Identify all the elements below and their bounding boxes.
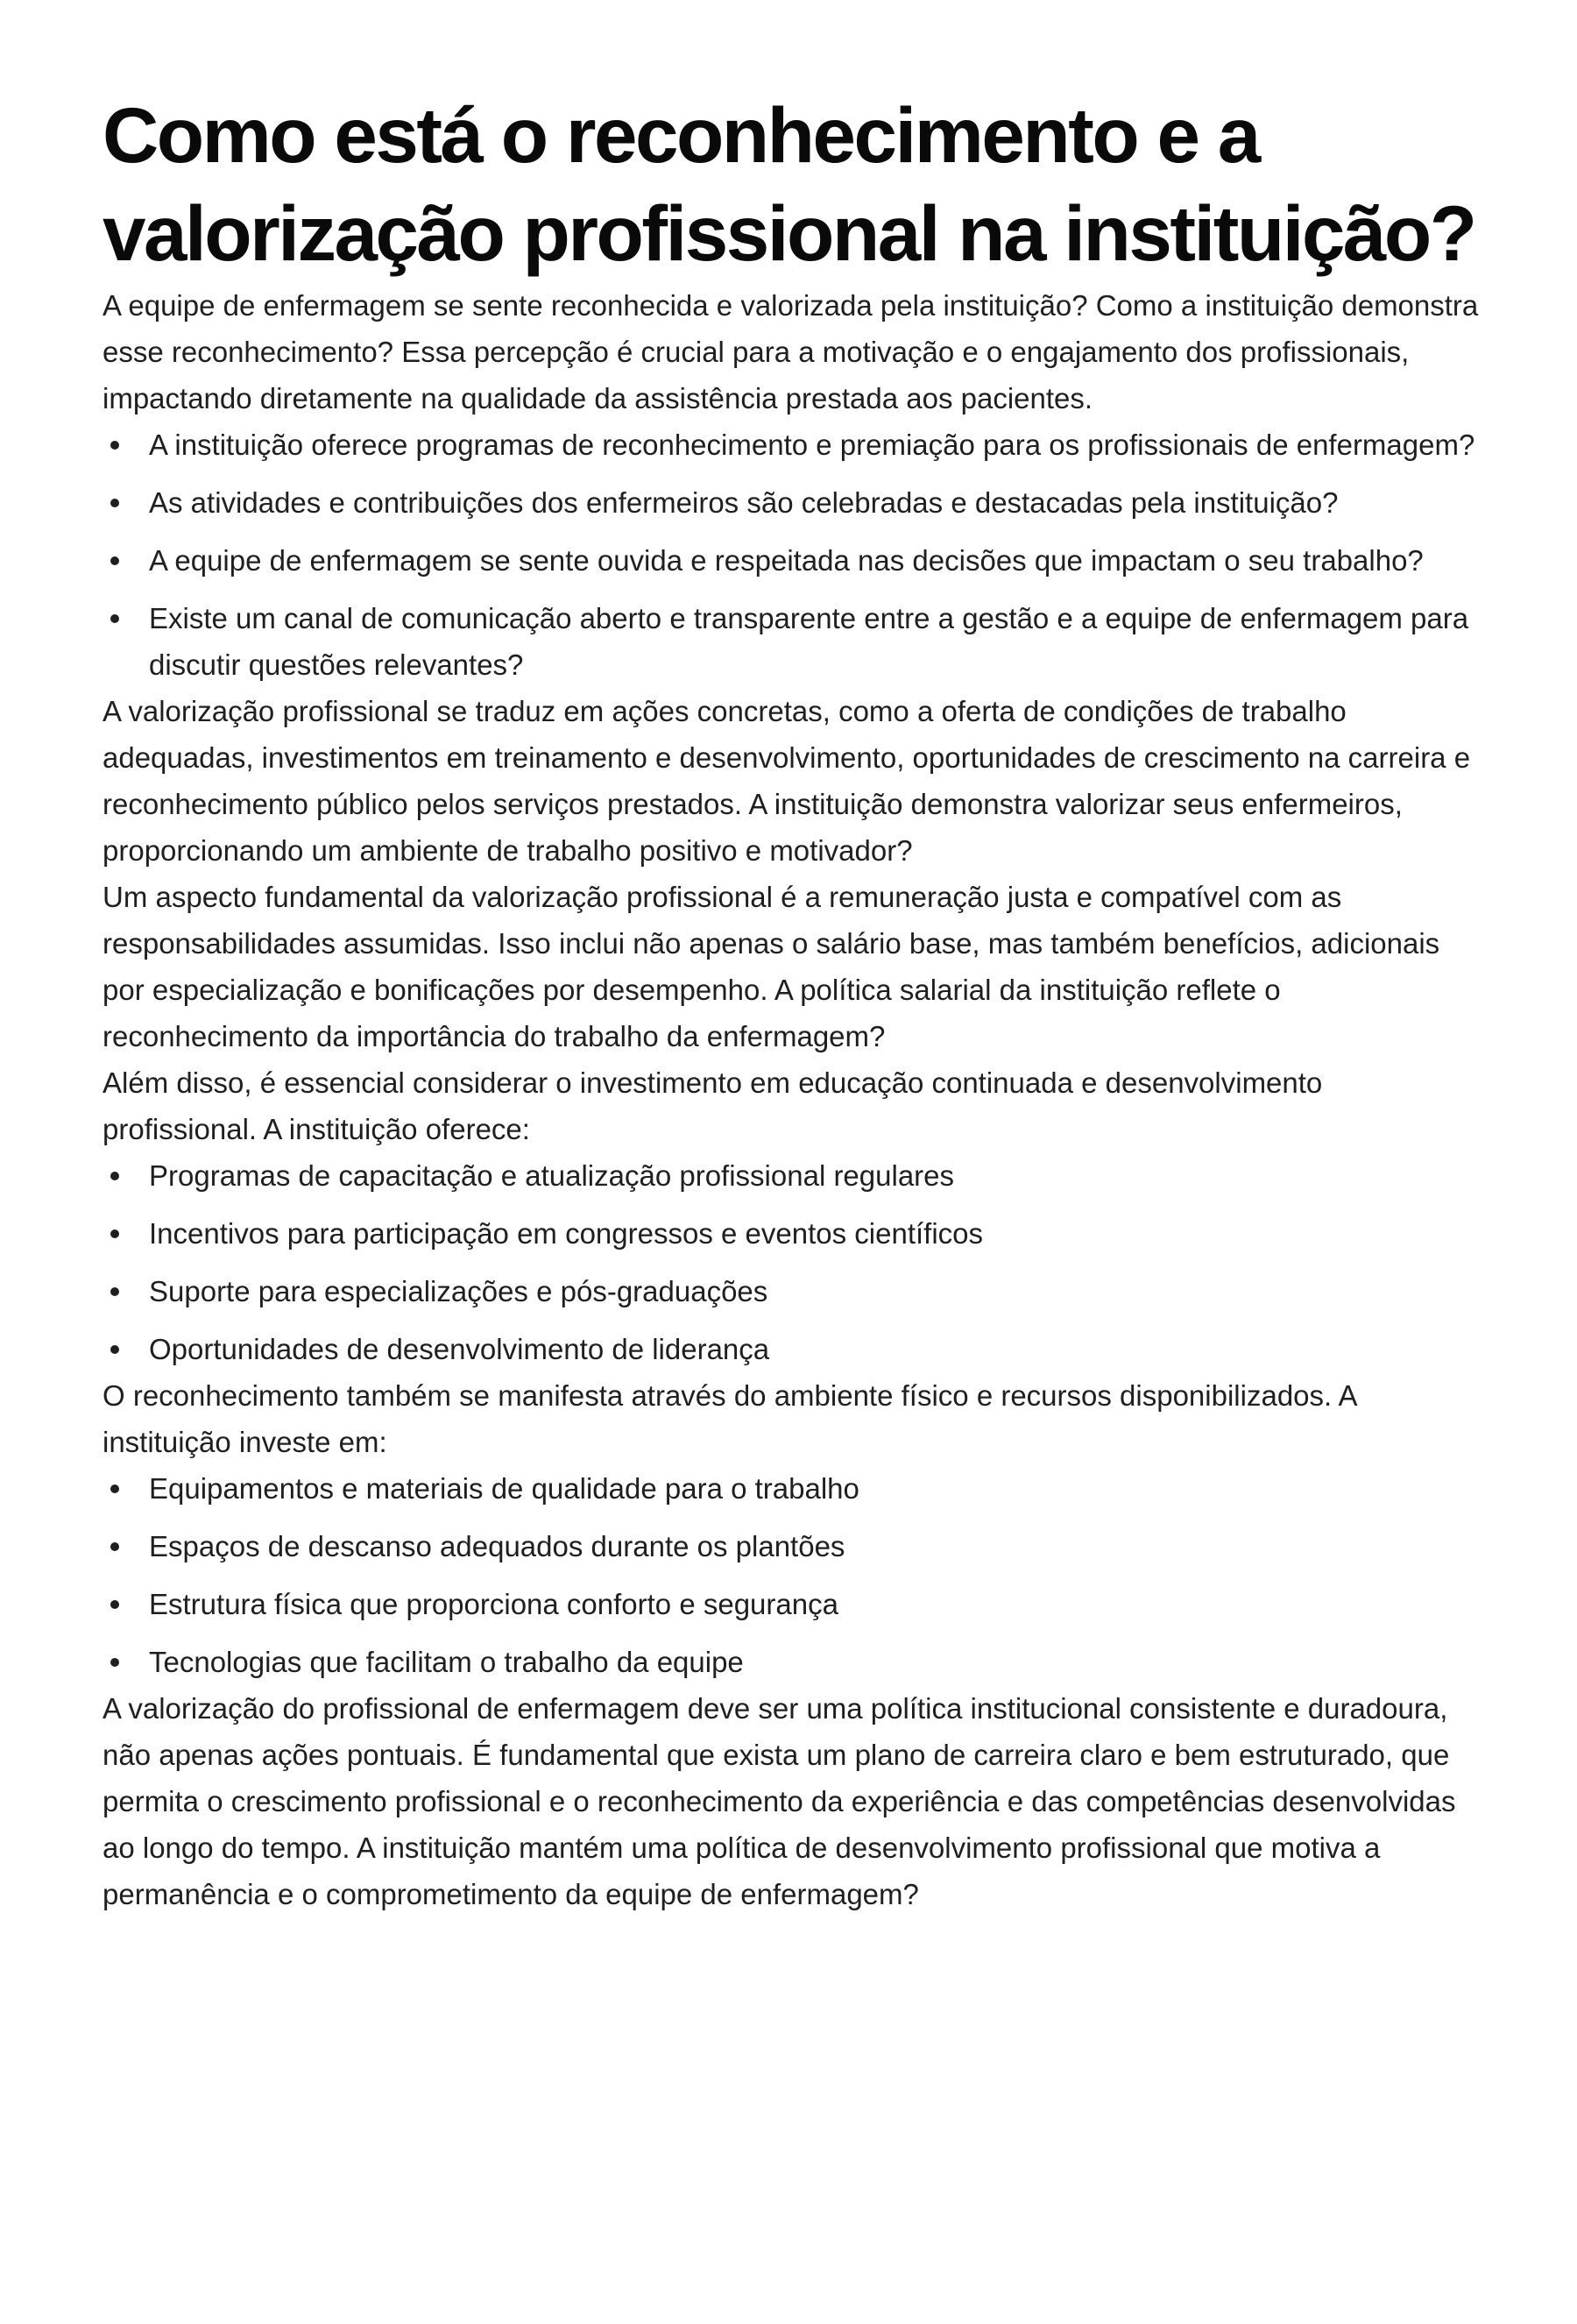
- list-item-text: Programas de capacitação e atualização profissional regulares: [149, 1159, 955, 1192]
- questions-list: [103, 422, 1482, 688]
- bullet-icon: [110, 1484, 119, 1493]
- list-item-text: Incentivos para participação em congressos e eventos científicos: [149, 1217, 984, 1250]
- education-paragraph: Além disso, é essencial considerar o investimento em educação continuada e desenvolvimento profissional. A instituição oferece:: [103, 1066, 1323, 1145]
- intro-paragraph: A equipe de enfermagem se sente reconhecida e valorizada pela instituição? Como a instituição demonstra esse reconhecimento? Essa percepção é crucial para a motivação e o engajamento dos profissionais, impactando diretamente na qualidade da assistência prestada aos pacientes.: [103, 289, 1479, 414]
- bullet-icon: [110, 1172, 119, 1180]
- list-item-text: Oportunidades de desenvolvimento de liderança: [149, 1333, 770, 1365]
- list-item-text: Existe um canal de comunicação aberto e transparente entre a gestão e a equipe de enfermagem para discutir questões relevantes?: [149, 602, 1469, 681]
- bullet-icon: [110, 1287, 119, 1296]
- bullet-icon: [110, 1658, 119, 1667]
- list-item: [103, 479, 1482, 526]
- bullet-icon: [110, 1600, 119, 1609]
- list-item: [103, 1268, 1482, 1314]
- actions-paragraph: A valorização profissional se traduz em ações concretas, como a oferta de condições de trabalho adequadas, investimentos em treinamento e desenvolvimento, oportunidades de crescimento na carreira e reconhecimento público pelos serviços prestados. A instituição demonstra valorizar seus enfermeiros, proporcionando um ambiente de trabalho positivo e motivador?: [103, 695, 1471, 867]
- list-item-text: As atividades e contribuições dos enfermeiros são celebradas e destacadas pela instituição?: [149, 486, 1339, 519]
- bullet-icon: [110, 1229, 119, 1238]
- list-item: [103, 1639, 1482, 1685]
- list-item: [103, 1152, 1482, 1199]
- list-item: [103, 1326, 1482, 1372]
- conclusion-paragraph: A valorização do profissional de enfermagem deve ser uma política institucional consistente e duradoura, não apenas ações pontuais. É fundamental que exista um plano de carreira claro e bem estruturado, que permita o crescimento profissional e o reconhecimento da experiência e das competências desenvolvidas ao longo do tempo. A instituição mantém uma política de desenvolvimento profissional que motiva a permanência e o comprometimento da equipe de enfermagem?: [103, 1692, 1456, 1910]
- bullet-icon: [110, 1542, 119, 1551]
- list-item: [103, 1581, 1482, 1627]
- list-item: [103, 1465, 1482, 1512]
- list-item-text: Equipamentos e materiais de qualidade para o trabalho: [149, 1472, 859, 1505]
- bullet-icon: [110, 499, 119, 507]
- bullet-icon: [110, 556, 119, 565]
- list-item-text: A instituição oferece programas de reconhecimento e premiação para os profissionais de enfermagem?: [149, 429, 1475, 461]
- environment-paragraph: O reconhecimento também se manifesta através do ambiente físico e recursos disponibilizados. A instituição investe em:: [103, 1379, 1356, 1458]
- list-item: [103, 1210, 1482, 1257]
- list-item-text: Tecnologias que facilitam o trabalho da equipe: [149, 1646, 744, 1678]
- page-title: Como está o reconhecimento e a valorização profissional na instituição?: [103, 91, 1475, 277]
- list-item: [103, 1523, 1482, 1569]
- list-item-text: Suporte para especializações e pós-graduações: [149, 1275, 768, 1307]
- list-item-text: Espaços de descanso adequados durante os plantões: [149, 1530, 845, 1562]
- list-item-text: Estrutura física que proporciona conforto e segurança: [149, 1588, 838, 1620]
- list-item: [103, 422, 1482, 468]
- list-item: [103, 537, 1482, 584]
- pay-paragraph: Um aspecto fundamental da valorização profissional é a remuneração justa e compatível com as responsabilidades assumidas. Isso inclui não apenas o salário base, mas também benefícios, adicionais por especialização e bonificações por desempenho. A política salarial da instituição reflete o reconhecimento da importância do trabalho da enfermagem?: [103, 881, 1440, 1052]
- list-item: [103, 595, 1482, 688]
- list-item-text: A equipe de enfermagem se sente ouvida e respeitada nas decisões que impactam o seu trabalho?: [149, 544, 1424, 577]
- bullet-icon: [110, 614, 119, 623]
- bullet-icon: [110, 1345, 119, 1354]
- environment-list: [103, 1465, 1482, 1685]
- education-list: [103, 1152, 1482, 1372]
- bullet-icon: [110, 441, 119, 450]
